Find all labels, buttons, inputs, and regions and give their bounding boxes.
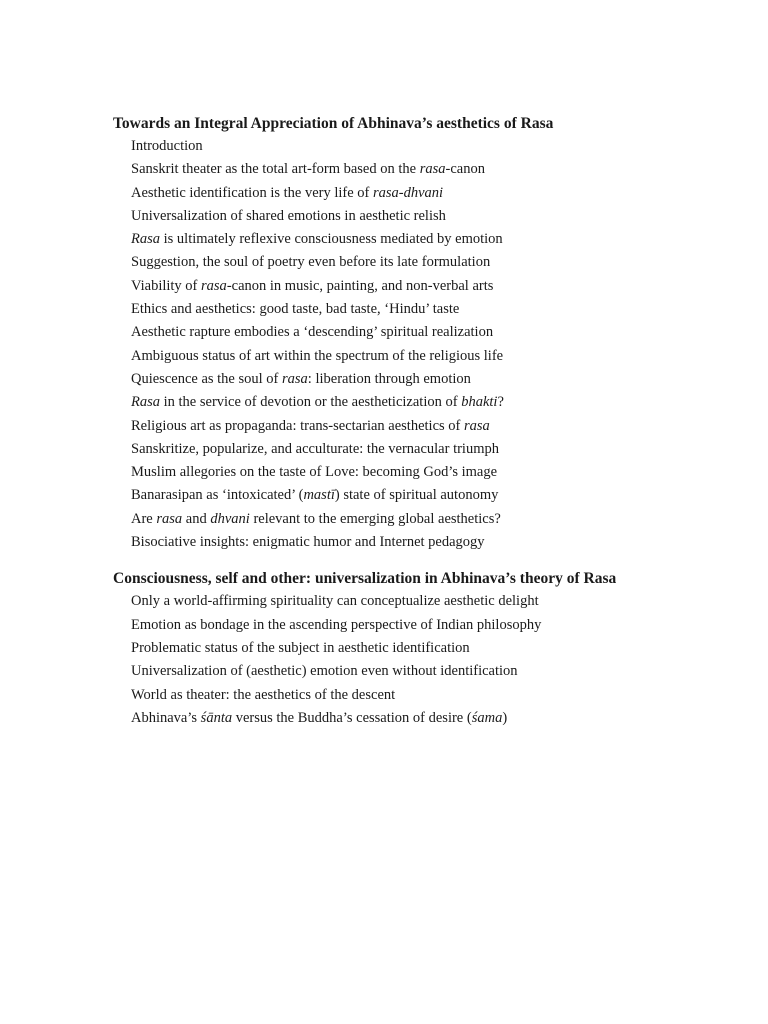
italic-term: Rasa xyxy=(131,394,160,411)
text-run: Suggestion, the soul of poetry even before its late formulation xyxy=(131,254,491,271)
list-item xyxy=(131,135,733,158)
list-item xyxy=(131,484,733,507)
text-run: Only a world-affirming spirituality can conceptualize aesthetic delight xyxy=(131,593,539,610)
list-item xyxy=(131,368,733,391)
text-run: Introduction xyxy=(131,138,203,154)
text-run: Aesthetic identification is the very life of xyxy=(131,184,373,201)
item-list xyxy=(113,590,733,730)
text-run: Muslim allegories on the taste of Love: becoming God’s image xyxy=(131,464,498,481)
italic-term: dhvani xyxy=(210,510,250,527)
list-item xyxy=(131,321,733,344)
text-run: Aesthetic rapture embodies a ‘descending’ spiritual realization xyxy=(131,324,494,341)
text-run: -canon xyxy=(445,161,485,178)
list-item xyxy=(131,345,733,368)
italic-term: rasa xyxy=(282,370,308,387)
text-run: ) xyxy=(502,709,508,726)
list-item xyxy=(131,614,733,637)
text-run: Universalization of shared emotions in aesthetic relish xyxy=(131,207,446,224)
list-item xyxy=(131,438,733,461)
italic-term: rasa xyxy=(463,417,490,434)
italic-term: bhakti xyxy=(461,394,498,411)
list-item xyxy=(131,637,733,660)
text-run: Sanskrit theater as the total art-form based on the xyxy=(131,161,420,178)
text-run: Bisociative insights: enigmatic humor and Internet pedagogy xyxy=(131,534,485,551)
text-run: ? xyxy=(497,394,504,411)
text-run: Religious art as propaganda: trans-sectarian aesthetics of xyxy=(131,417,464,434)
document-page xyxy=(113,112,733,730)
italic-term: mastī xyxy=(303,487,335,504)
text-run: Emotion as bondage in the ascending perspective of Indian philosophy xyxy=(131,616,542,633)
italic-term: śānta xyxy=(200,709,233,726)
text-run: World as theater: the aesthetics of the descent xyxy=(131,686,396,703)
list-item xyxy=(131,205,733,228)
text-run: relevant to the emerging global aesthetics? xyxy=(249,510,501,527)
section-title: Towards an Integral Appreciation of Abhinava’s aesthetics of Rasa xyxy=(113,115,554,132)
list-item xyxy=(131,275,733,298)
list-item xyxy=(131,590,733,613)
list-item xyxy=(131,182,733,205)
section-consciousness-self-other xyxy=(113,567,733,730)
italic-term: rasa-dhvani xyxy=(373,184,444,201)
list-item xyxy=(131,251,733,274)
list-item xyxy=(131,707,733,730)
text-run: Viability of xyxy=(131,277,202,294)
list-item xyxy=(131,660,733,683)
italic-term: śama xyxy=(471,709,503,726)
list-item xyxy=(131,684,733,707)
text-run: Universalization of (aesthetic) emotion even without identification xyxy=(131,663,518,680)
list-item xyxy=(131,391,733,414)
list-item xyxy=(131,415,733,438)
text-run: Are xyxy=(131,510,157,527)
text-run: in the service of devotion or the aestheticization of xyxy=(160,394,462,411)
italic-term: rasa xyxy=(201,277,227,294)
list-item xyxy=(131,298,733,321)
list-item xyxy=(131,228,733,251)
text-run: : liberation through emotion xyxy=(307,370,471,387)
italic-term: rasa xyxy=(156,510,183,527)
italic-term: Rasa xyxy=(131,231,160,248)
text-run: -canon in music, painting, and non-verbal arts xyxy=(226,277,494,294)
text-run: Problematic status of the subject in aesthetic identification xyxy=(131,639,470,656)
list-item xyxy=(131,531,733,554)
text-run: Quiescence as the soul of xyxy=(131,370,282,387)
text-run: versus the Buddha’s cessation of desire ( xyxy=(232,709,472,726)
text-run: Ambiguous status of art within the spectrum of the religious life xyxy=(131,347,504,364)
item-list xyxy=(113,135,733,554)
section-title: Consciousness, self and other: universalization in Abhinava’s theory of Rasa xyxy=(113,570,617,588)
list-item xyxy=(131,461,733,484)
text-run: Banarasipan as ‘intoxicated’ ( xyxy=(131,487,304,504)
text-run: ) state of spiritual autonomy xyxy=(334,487,499,504)
text-run: and xyxy=(182,510,211,527)
section-integral-appreciation xyxy=(113,112,733,554)
list-item xyxy=(131,508,733,531)
text-run: Abhinava’s xyxy=(131,709,201,726)
italic-term: rasa xyxy=(419,161,446,178)
list-item xyxy=(131,158,733,181)
text-run: is ultimately reflexive consciousness mediated by emotion xyxy=(160,231,503,248)
text-run: Sanskritize, popularize, and acculturate: the vernacular triumph xyxy=(131,440,499,457)
text-run: Ethics and aesthetics: good taste, bad taste, ‘Hindu’ taste xyxy=(131,301,460,318)
